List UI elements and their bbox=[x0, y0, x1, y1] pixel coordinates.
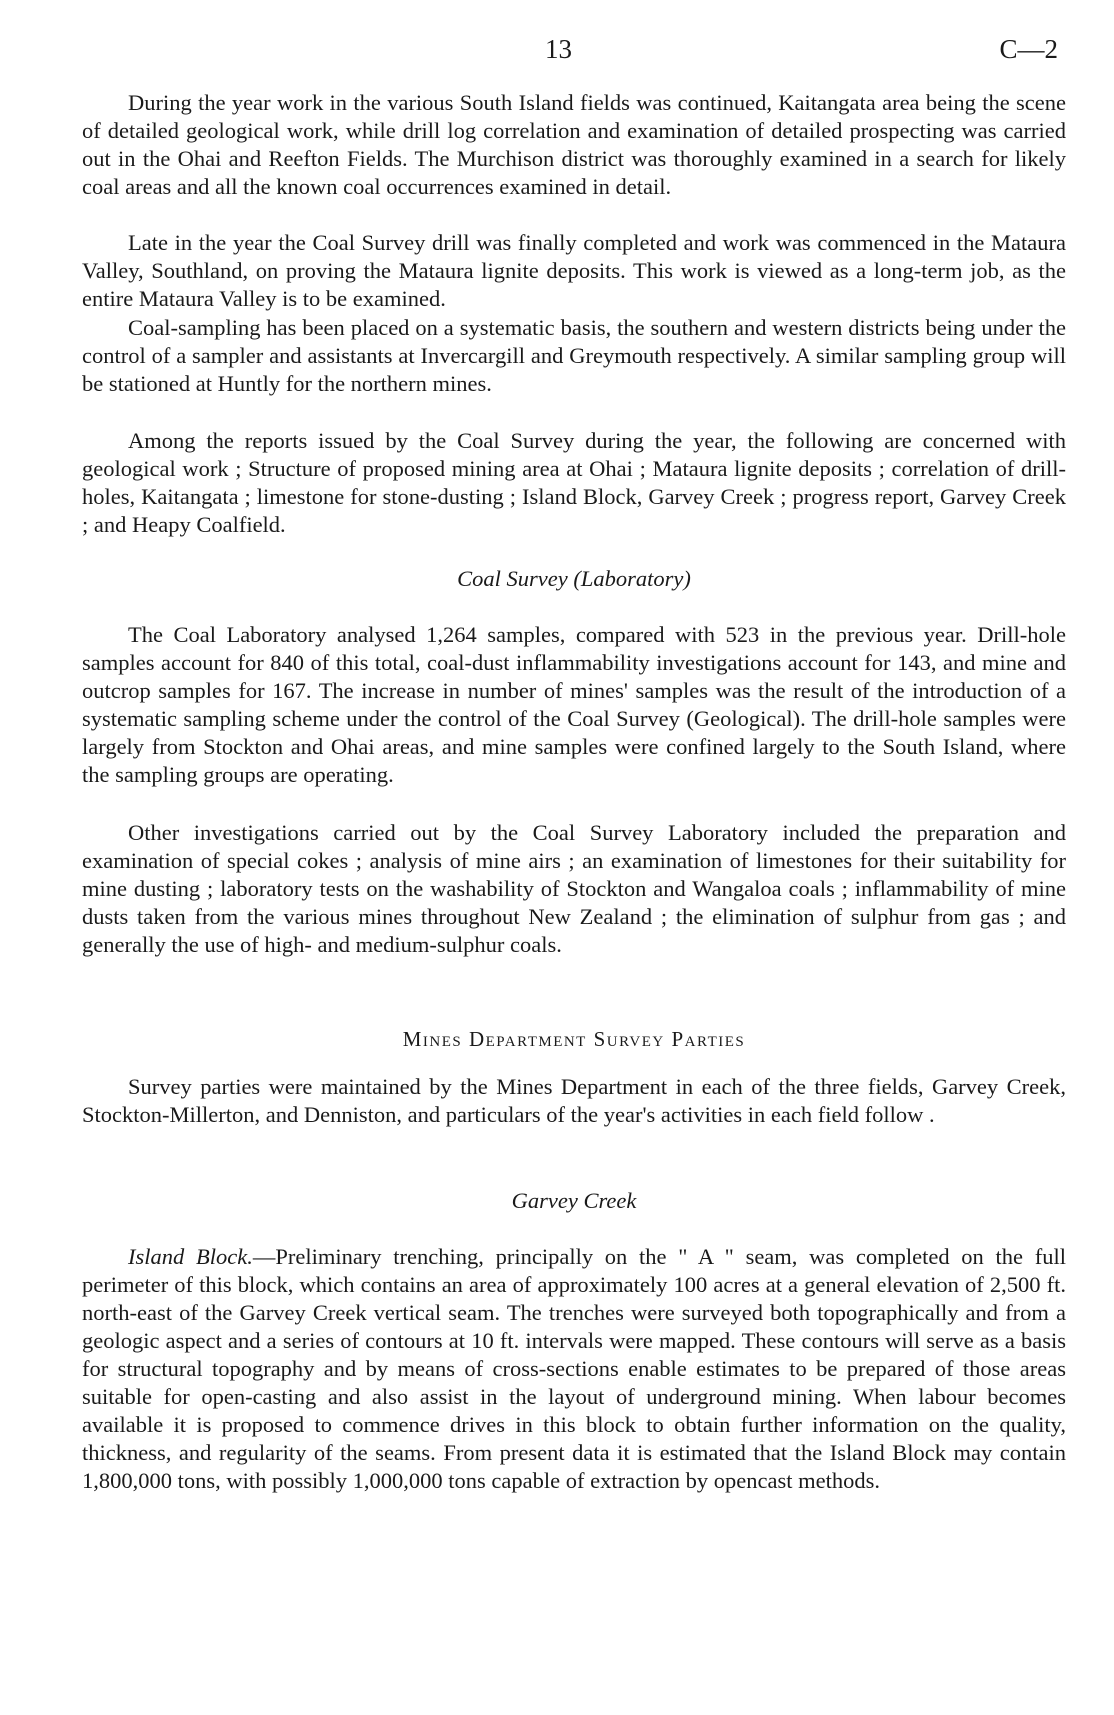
run-in-heading-island-block: Island Block. bbox=[128, 1244, 253, 1269]
paragraph-coal-sampling: Coal-sampling has been placed on a systematic basis, the southern and western districts being under the control of a sampler and assistants at Invercargill and Greymouth respectively. A similar sampling group will be stationed at Huntly for the northern mines. bbox=[82, 315, 1066, 396]
paragraph-south-island-fields: During the year work in the various South Island fields was continued, Kaitangata area being the scene of detailed geological work, while drill log correlation and examination of detailed prospecting was carried out in the Ohai and Reefton Fields. The Murchison district was thoroughly examined in a search for likely coal areas and all the known coal occurrences examined in detail. bbox=[82, 90, 1066, 199]
heading-garvey-creek: Garvey Creek bbox=[511, 1188, 637, 1213]
page-number: 13 bbox=[545, 34, 572, 64]
report-code: C—2 bbox=[999, 34, 1058, 64]
heading-coal-survey-laboratory: Coal Survey (Laboratory) bbox=[457, 566, 691, 591]
paragraph-coal-survey-drill: Late in the year the Coal Survey drill was finally completed and work was commenced in the Mataura Valley, Southland, on proving the Mataura lignite deposits. This work is viewed as a long-term job, as the entire Mataura Valley is to be examined. bbox=[82, 230, 1066, 311]
paragraph-other-investigations: Other investigations carried out by the Coal Survey Laboratory included the preparation and examination of special cokes ; analysis of mine airs ; an examination of limestones for their suitability for mine dusting ; laboratory tests on the washability of Stockton and Wangaloa coals ; inflammability of mine dusts taken from the various mines throughout New Zealand ; the elimination of sulphur from gas ; and generally the use of high- and medium-sulphur coals. bbox=[82, 820, 1066, 957]
paragraph-island-block bbox=[82, 1243, 1066, 1495]
paragraph-island-block-text: —Preliminary trenching, principally on the " A " seam, was completed on the full perimeter of this block, which contains an area of approximately 100 acres at a general elevation of 2,500 ft. north-east of the Garvey Creek vertical seam. The trenches were surveyed both topographically and from a geologic aspect and a series of contours at 10 ft. intervals were mapped. These contours will serve as a basis for structural topography and by means of cross-sections enable estimates to be prepared of those areas suitable for open-casting and also assist in the layout of underground mining. When labour becomes available it is proposed to commence drives in this block to obtain further information on the quality, thickness, and regularity of the seams. From present data it is estimated that the Island Block may contain 1,800,000 tons, with possibly 1,000,000 tons capable of extraction by opencast methods. bbox=[82, 1244, 1066, 1493]
paragraph-survey-parties: Survey parties were maintained by the Mines Department in each of the three fields, Garvey Creek, Stockton-Millerton, and Denniston, and particulars of the year's activities in each field follow . bbox=[82, 1074, 1066, 1127]
paragraph-reports-issued: Among the reports issued by the Coal Survey during the year, the following are concerned with geological work ; Structure of proposed mining area at Ohai ; Mataura lignite deposits ; correlation of drill-holes, Kaitangata ; limestone for stone-dusting ; Island Block, Garvey Creek ; progress report, Garvey Creek ; and Heapy Coalfield. bbox=[82, 428, 1066, 537]
paragraph-laboratory-samples: The Coal Laboratory analysed 1,264 samples, compared with 523 in the previous year. Drill-hole samples account for 840 of this total, coal-dust inflammability investigations account for 143, and mine and outcrop samples for 167. The increase in number of mines' samples was the result of the introduction of a systematic sampling scheme under the control of the Coal Survey (Geological). The drill-hole samples were largely from Stockton and Ohai areas, and mine samples were confined largely to the South Island, where the sampling groups are operating. bbox=[82, 622, 1066, 787]
heading-mines-department-survey-parties: Mines Department Survey Parties bbox=[402, 1027, 746, 1051]
page-header bbox=[0, 34, 1114, 68]
